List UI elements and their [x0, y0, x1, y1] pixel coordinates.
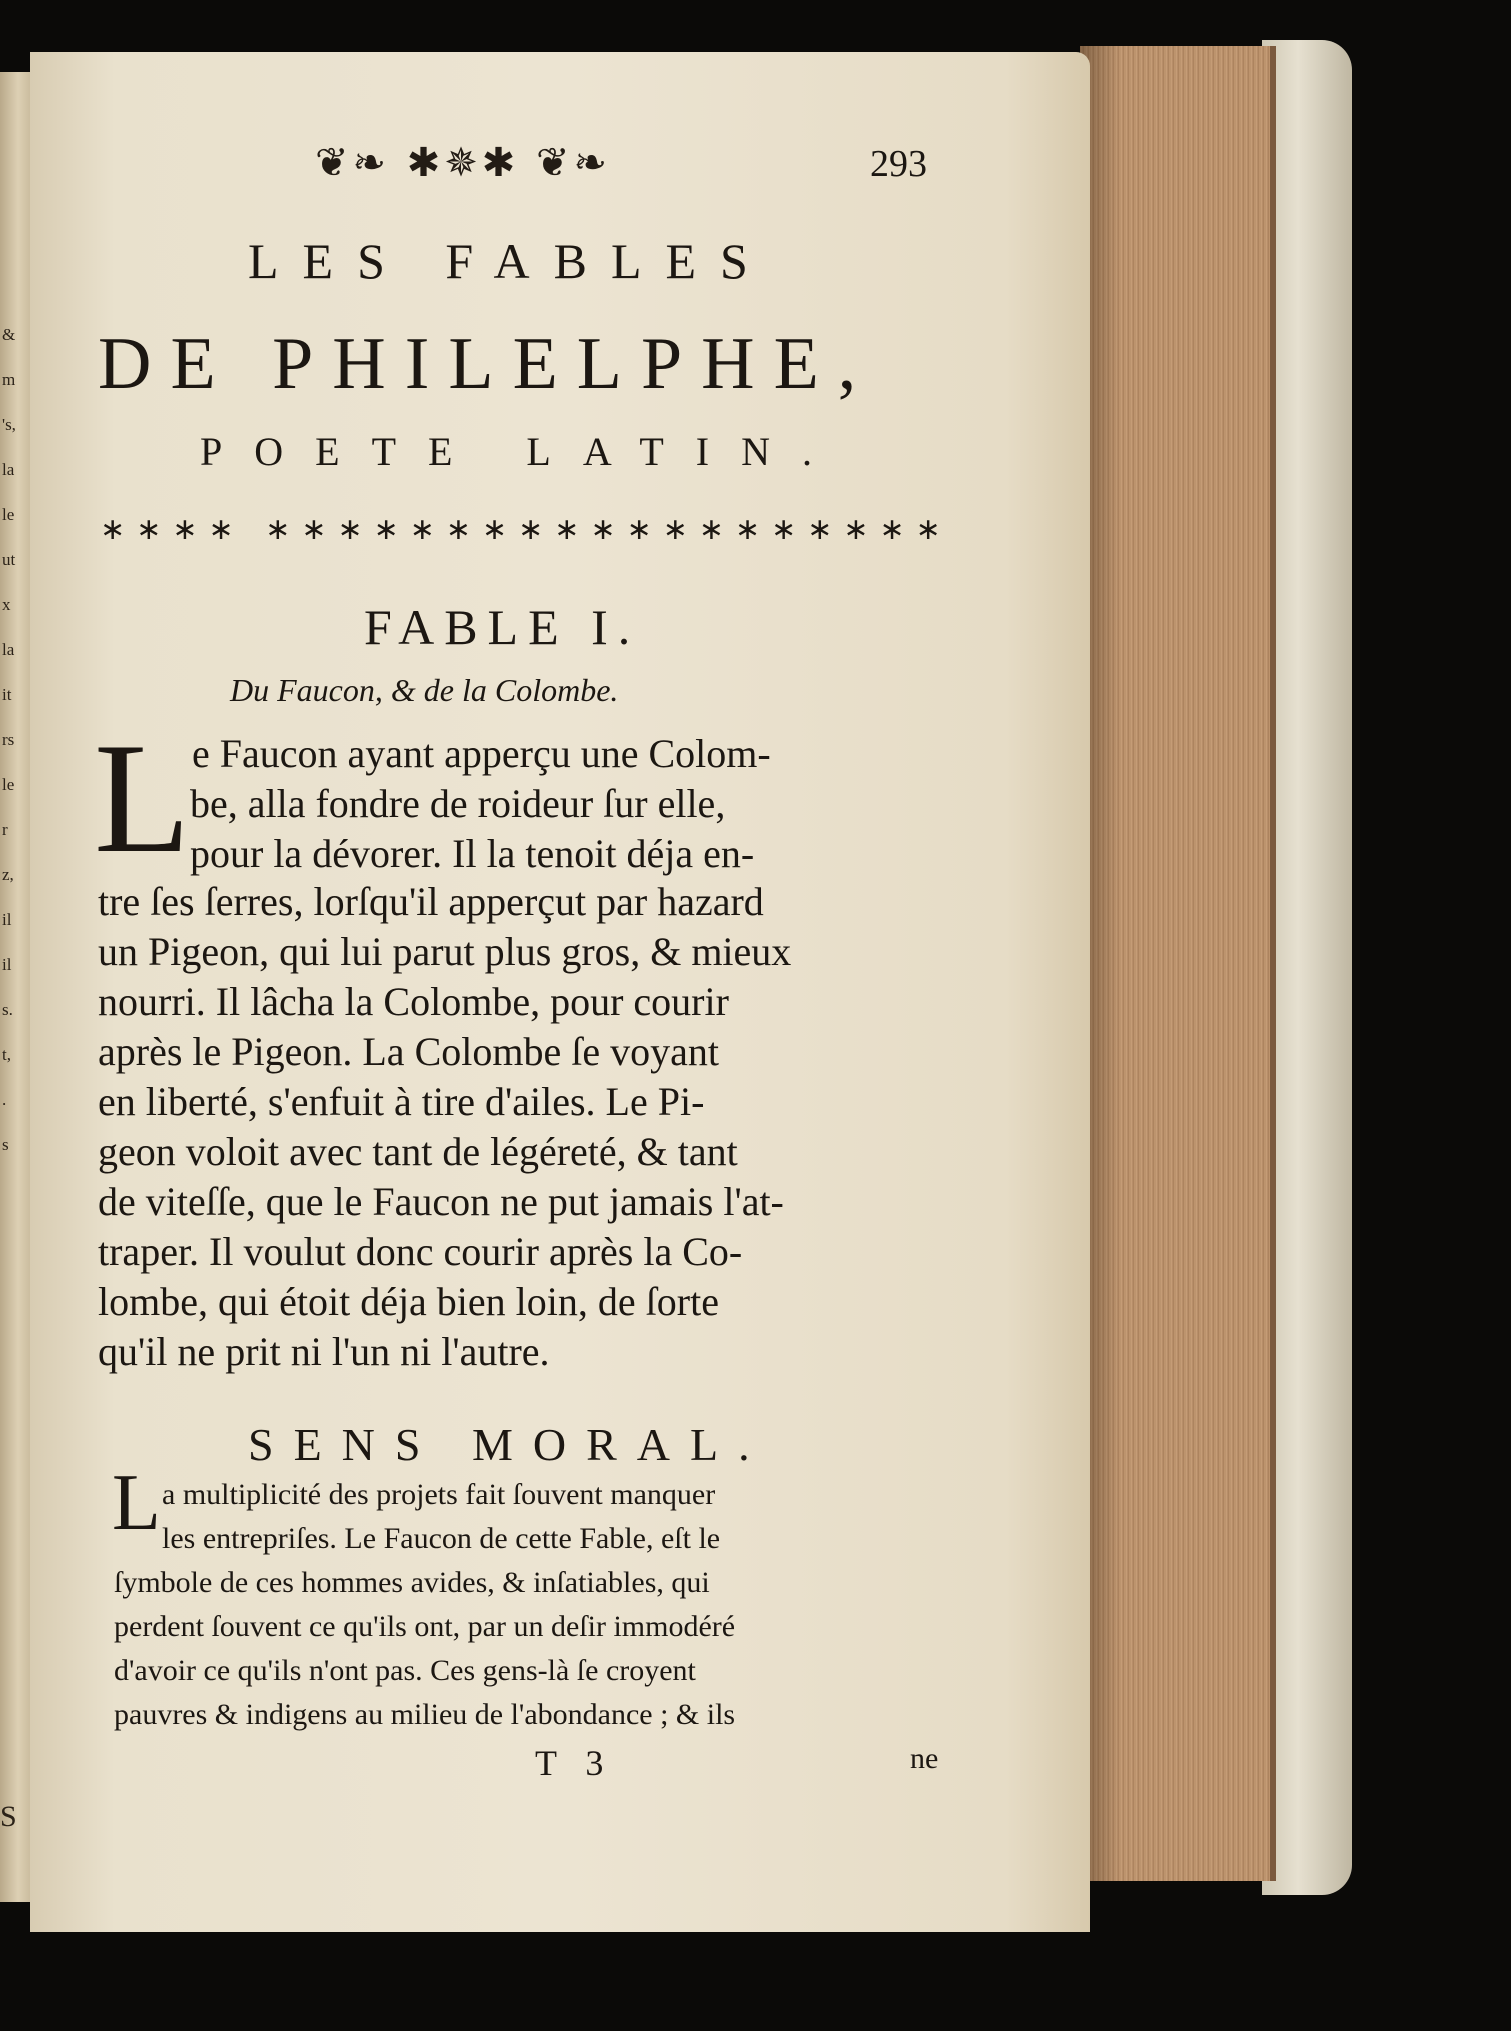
moral-line: perdent ſouvent ce qu'ils ont, par un deſir immodéré	[114, 1610, 736, 1643]
asterisk-separator: ∗∗∗∗ ∗∗∗∗∗∗∗∗∗∗∗∗∗∗∗∗∗∗∗	[100, 512, 952, 547]
fable-line: e Faucon ayant apperçu une Colom-	[192, 731, 771, 776]
fable-line: qu'il ne prit ni l'un ni l'autre.	[98, 1329, 550, 1374]
page-number: 293	[870, 143, 927, 185]
fable-line: de viteſſe, que le Faucon ne put jamais l'at-	[98, 1179, 784, 1224]
fable-subtitle: Du Faucon, & de la Colombe.	[230, 672, 619, 708]
moral-line: ſymbole de ces hommes avides, & inſatiables, qui	[114, 1566, 710, 1599]
moral-line: d'avoir ce qu'ils n'ont pas. Ces gens-là ſe croyent	[114, 1654, 696, 1687]
moral-line: les entrepriſes. Le Faucon de cette Fable, eſt le	[162, 1522, 721, 1555]
title-line-1: LES FABLES	[248, 233, 772, 289]
fable-line: nourri. Il lâcha la Colombe, pour courir	[98, 979, 729, 1024]
fable-dropcap: L	[94, 711, 191, 886]
fable-line: tre ſes ſerres, lorſqu'il apperçut par hazard	[98, 879, 764, 924]
title-line-3: POETE LATIN.	[200, 429, 844, 474]
fable-line: après le Pigeon. La Colombe ſe voyant	[98, 1029, 719, 1074]
title-line-2: DE PHILELPHE,	[98, 323, 876, 405]
signature-mark: T 3	[535, 1743, 614, 1783]
fable-line: be, alla fondre de roideur ſur elle,	[190, 781, 726, 826]
headpiece-ornament: ❦❧ ✱✵✱ ❦❧	[315, 140, 612, 186]
moral-line: pauvres & indigens au milieu de l'abondance ; & ils	[114, 1698, 736, 1731]
fable-line: geon voloit avec tant de légéreté, & tant	[98, 1129, 738, 1174]
fable-line: pour la dévorer. Il la tenoit déja en-	[190, 831, 755, 876]
moral-heading: SENS MORAL.	[248, 1419, 770, 1470]
fable-line: lombe, qui étoit déja bien loin, de ſorte	[98, 1279, 719, 1324]
fable-line: en liberté, s'enfuit à tire d'ailes. Le Pi-	[98, 1079, 705, 1124]
catchword: ne	[910, 1742, 939, 1775]
fable-line: un Pigeon, qui lui parut plus gros, & mieux	[98, 929, 792, 974]
facing-page-signature: S	[0, 1800, 17, 1833]
facing-page-edge	[0, 72, 30, 1902]
fable-heading: FABLE I.	[364, 599, 641, 655]
moral-line: a multiplicité des projets fait ſouvent manquer	[162, 1478, 716, 1511]
moral-dropcap: L	[112, 1459, 161, 1547]
fable-line: traper. Il voulut donc courir après la Co-	[98, 1229, 743, 1274]
facing-page-text-fragments: & m 's, la le ut x la it rs le r z, il il s. t, . s	[2, 325, 16, 1154]
